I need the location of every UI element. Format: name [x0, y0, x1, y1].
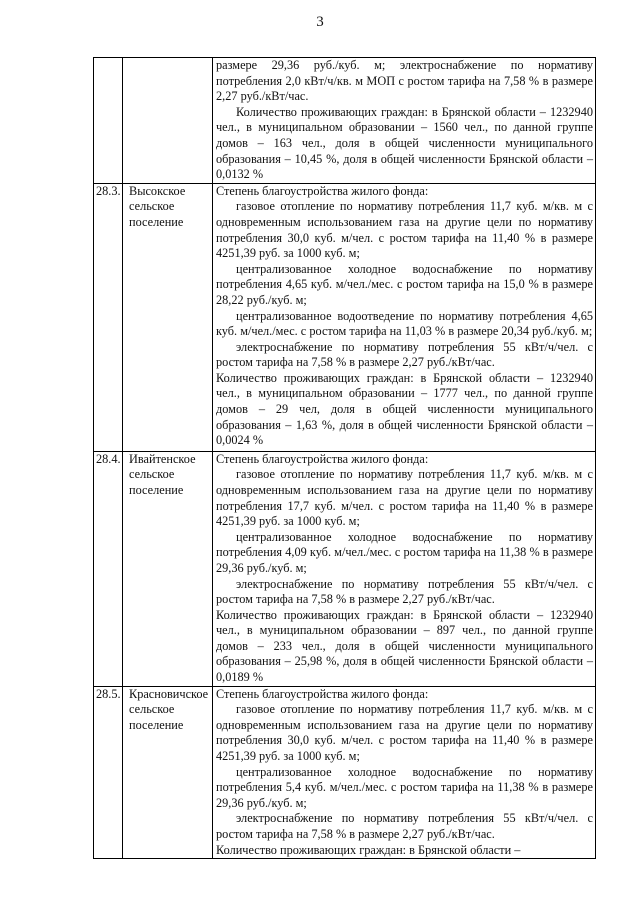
tariff-table — [93, 57, 596, 859]
description-paragraph: газовое отопление по нормативу потребления 11,7 куб. м/кв. м с одновременным использованием газа на другие цели по нормативу потребления 17,7 куб. м/чел. с ростом тарифа на 11,40 % в размере 4251,39 руб. за 1000 куб. м; — [216, 467, 593, 529]
row-description — [213, 686, 596, 859]
population-paragraph: Количество проживающих граждан: в Брянской области – 1232940 чел., в муниципальном образовании – 1777 чел., по данной группе домов – 29 чел, доля в общей численности муниципального образования – 1,63 %, доля в общей численности Брянской области – 0,0024 % — [216, 370, 593, 448]
table-row — [94, 183, 596, 451]
description-paragraph: размере 29,36 руб./куб. м; электроснабжение по нормативу потребления 2,0 кВт/ч/кв. м МОП с ростом тарифа на 7,58 % в размере 2,27 руб./кВт/час. — [216, 58, 593, 104]
row-description — [213, 58, 596, 184]
description-paragraph: централизованное водоотведение по нормативу потребления 4,65 куб. м/чел./мес. с ростом тарифа на 11,03 % в размере 20,34 руб./куб. м; — [216, 308, 593, 339]
table-row — [94, 58, 596, 184]
population-paragraph: Количество проживающих граждан: в Брянской области – 1232940 чел., в муниципальном образовании – 1560 чел., по данной группе домов – 163 чел., доля в общей численности муниципального образования – 10,45 %, доля в общей численности Брянской области – 0,0132 % — [216, 104, 593, 182]
description-paragraph: электроснабжение по нормативу потребления 55 кВт/ч/чел. с ростом тарифа на 7,58 % в размере 2,27 руб./кВт/час. — [216, 576, 593, 607]
page-number: 3 — [316, 14, 324, 30]
population-paragraph: Количество проживающих граждан: в Брянской области – 1232940 чел., в муниципальном образовании – 897 чел., по данной группе домов – 233 чел., доля в общей численности муниципального образования – 25,98 %, доля в общей численности Брянской области – 0,0189 % — [216, 607, 593, 685]
description-paragraph: электроснабжение по нормативу потребления 55 кВт/ч/чел. с ростом тарифа на 7,58 % в размере 2,27 руб./кВт/час. — [216, 811, 593, 841]
settlement-name — [123, 58, 213, 184]
section-heading: Степень благоустройства жилого фонда: — [216, 686, 429, 701]
table-row — [94, 451, 596, 686]
population-paragraph: Количество проживающих граждан: в Брянской области – — [216, 842, 521, 857]
settlement-name: Ивайтенское сельское поселение — [123, 451, 213, 686]
settlement-name: Красновичское сельское поселение — [123, 686, 213, 859]
row-description — [213, 183, 596, 451]
section-heading: Степень благоустройства жилого фонда: — [216, 183, 429, 198]
settlement-name: Высокское сельское поселение — [123, 183, 213, 451]
description-paragraph: газовое отопление по нормативу потребления 11,7 куб. м/кв. м с одновременным использованием газа на другие цели по нормативу потребления 30,0 куб. м/чел. с ростом тарифа на 11,40 % в размере 4251,39 руб. за 1000 куб. м; — [216, 199, 593, 261]
row-number: 28.4. — [94, 451, 123, 686]
description-paragraph: электроснабжение по нормативу потребления 55 кВт/ч/чел. с ростом тарифа на 7,58 % в размере 2,27 руб./кВт/час. — [216, 339, 593, 370]
description-paragraph: газовое отопление по нормативу потребления 11,7 куб. м/кв. м с одновременным использованием газа на другие цели по нормативу потребления 30,0 куб. м/чел. с ростом тарифа на 11,40 % в размере 4251,39 руб. за 1000 куб. м; — [216, 702, 593, 764]
description-paragraph: централизованное холодное водоснабжение по нормативу потребления 4,65 куб. м/чел./мес. с ростом тарифа на 15,0 % в размере 28,22 руб./куб. м; — [216, 261, 593, 307]
section-heading: Степень благоустройства жилого фонда: — [216, 451, 429, 466]
description-paragraph: централизованное холодное водоснабжение по нормативу потребления 5,4 куб. м/чел./мес. с ростом тарифа на 11,38 % в размере 29,36 руб./куб. м; — [216, 764, 593, 810]
description-paragraph: централизованное холодное водоснабжение по нормативу потребления 4,09 куб. м/чел./мес. с ростом тарифа на 11,38 % в размере 29,36 руб./куб. м; — [216, 529, 593, 575]
row-number: 28.5. — [94, 686, 123, 859]
row-description — [213, 451, 596, 686]
row-number — [94, 58, 123, 184]
row-number: 28.3. — [94, 183, 123, 451]
table-row — [94, 686, 596, 859]
